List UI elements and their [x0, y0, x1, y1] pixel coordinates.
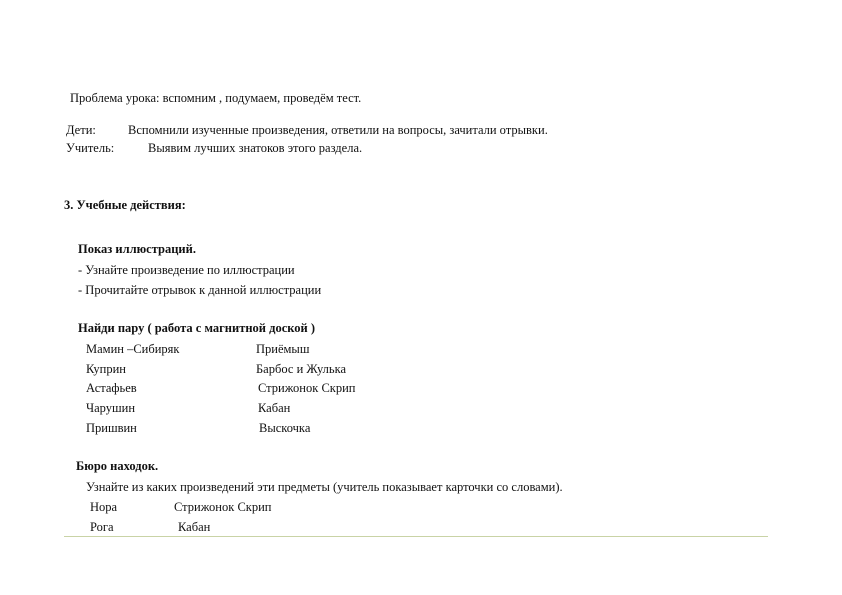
lesson-problem: Проблема урока: вспомним , подумаем, проведём тест.	[70, 91, 362, 105]
illustrations-heading: Показ иллюстраций.	[78, 242, 196, 256]
author-item: Мамин –Сибиряк	[86, 342, 180, 356]
work-item: Приёмыш	[256, 342, 310, 356]
lost-item: Нора	[90, 500, 118, 514]
lost-item: Рога	[90, 520, 114, 534]
work-item: Стрижонок Скрип	[258, 381, 356, 395]
author-item: Куприн	[86, 362, 126, 376]
illustrations-item: - Прочитайте отрывок к данной иллюстрации	[78, 283, 322, 297]
teacher-text: Выявим лучших знатоков этого раздела.	[148, 141, 363, 155]
find-pair-heading: Найди пару ( работа с магнитной доской )	[78, 321, 316, 335]
author-item: Чарушин	[86, 401, 136, 415]
author-item: Пришвин	[86, 421, 137, 435]
children-label: Дети:	[66, 123, 96, 137]
lost-work: Стрижонок Скрип	[174, 500, 272, 514]
work-item: Кабан	[258, 401, 291, 415]
bottom-divider	[64, 536, 768, 537]
section-title: 3. Учебные действия:	[64, 198, 186, 212]
lost-found-instruction: Узнайте из каких произведений эти предметы (учитель показывает карточки со словами).	[86, 480, 563, 494]
lost-work: Кабан	[178, 520, 211, 534]
work-item: Барбос и Жулька	[256, 362, 347, 376]
teacher-label: Учитель:	[66, 141, 115, 155]
illustrations-item: - Узнайте произведение по иллюстрации	[78, 263, 295, 277]
children-text: Вспомнили изученные произведения, ответили на вопросы, зачитали отрывки.	[128, 123, 548, 137]
author-item: Астафьев	[86, 381, 137, 395]
lost-found-heading: Бюро находок.	[76, 459, 159, 473]
work-item: Выскочка	[259, 421, 311, 435]
